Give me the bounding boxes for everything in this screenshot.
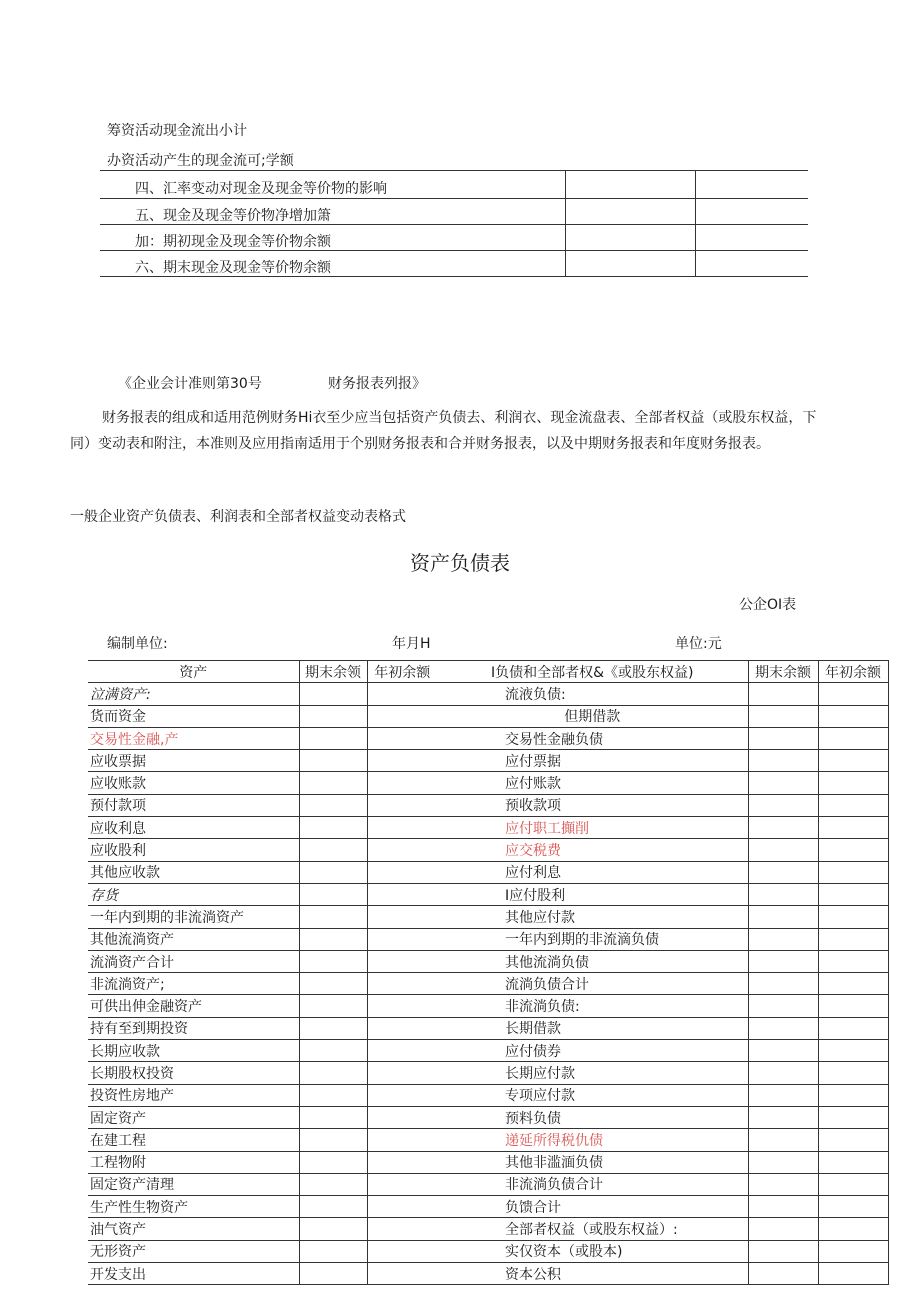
cashflow-financing-outflow: 筹资活动现金流出小计 [107,123,247,139]
asset-end-balance [299,1084,367,1106]
table-row [88,705,888,727]
asset-label: 工程物附 [88,1151,299,1173]
cashflow-row: 五、现金及现金等价物净增加箫 [135,208,331,224]
table-row [88,928,888,950]
table-row [88,950,888,972]
liability-begin-balance [818,1218,888,1240]
liability-label: 实仅资本（或股本) [437,1240,748,1262]
asset-begin-balance [367,1218,437,1240]
cashflow-col-divider [695,170,696,276]
liability-label: 应交税费 [437,839,748,861]
formats-heading: 一般企业资产负债表、利润表和全部者权益变动表格式 [70,509,406,525]
table-row [88,1263,888,1285]
asset-end-balance [299,973,367,995]
table-row [88,995,888,1017]
asset-begin-balance [367,705,437,727]
liability-begin-balance [818,772,888,794]
asset-label: 应收账款 [88,772,299,794]
liability-begin-balance [818,794,888,816]
liability-end-balance [748,1084,818,1106]
asset-label: 投资性房地产 [88,1084,299,1106]
liability-begin-balance [818,1040,888,1062]
asset-begin-balance [367,906,437,928]
liability-begin-balance [818,973,888,995]
col-header: 期末余额 [748,661,818,683]
table-row [88,772,888,794]
liability-end-balance [748,1263,818,1285]
table-row [88,973,888,995]
asset-end-balance [299,1129,367,1151]
asset-label: 预付款项 [88,794,299,816]
liability-end-balance [748,973,818,995]
liability-label: 流液负债: [437,683,748,705]
liability-begin-balance [818,1084,888,1106]
col-header: 年初余额 [367,661,437,683]
liability-begin-balance [818,1196,888,1218]
liability-begin-balance [818,817,888,839]
asset-label: 非流淌资产; [88,973,299,995]
table-row [88,1218,888,1240]
col-header: I负债和全部者权&《或股东权益) [437,661,748,683]
asset-label: 油气资产 [88,1218,299,1240]
asset-end-balance [299,705,367,727]
asset-begin-balance [367,1129,437,1151]
asset-label: 其他流淌资产 [88,928,299,950]
liability-end-balance [748,928,818,950]
table-row [88,1084,888,1106]
cashflow-row: 加：期初现金及现金等价物余额 [135,234,331,250]
table-row [88,750,888,772]
asset-end-balance [299,883,367,905]
liability-begin-balance [818,683,888,705]
liability-end-balance [748,1240,818,1262]
asset-label: 泣满资产: [88,683,299,705]
liability-end-balance [748,683,818,705]
asset-end-balance [299,683,367,705]
balance-sheet-table [88,660,889,1285]
table-row [88,1240,888,1262]
table-row [88,794,888,816]
liability-label: 其他流淌负债 [437,950,748,972]
asset-begin-balance [367,861,437,883]
liability-end-balance [748,1218,818,1240]
asset-label: 固定资产 [88,1106,299,1128]
asset-label: 交易性金融,产 [88,727,299,749]
asset-begin-balance [367,1173,437,1195]
liability-begin-balance [818,950,888,972]
table-row [88,906,888,928]
liability-end-balance [748,1106,818,1128]
asset-label: 一年内到期的非流淌资产 [88,906,299,928]
liability-end-balance [748,750,818,772]
table-row [88,1106,888,1128]
asset-label: 无形资产 [88,1240,299,1262]
date-label: 年月H [392,636,431,652]
liability-label: 非流淌负债合计 [437,1173,748,1195]
asset-end-balance [299,1173,367,1195]
liability-end-balance [748,883,818,905]
liability-begin-balance [818,906,888,928]
liability-label: 一年内到期的非流滴负债 [437,928,748,950]
liability-label: 非流淌负债: [437,995,748,1017]
asset-label: 货而资金 [88,705,299,727]
asset-end-balance [299,839,367,861]
asset-end-balance [299,1106,367,1128]
liability-end-balance [748,906,818,928]
liability-end-balance [748,1129,818,1151]
asset-label: 持有至到期投资 [88,1017,299,1039]
asset-label: 应收股利 [88,839,299,861]
liability-label: 专项应付款 [437,1084,748,1106]
liability-begin-balance [818,861,888,883]
liability-end-balance [748,1062,818,1084]
table-row [88,861,888,883]
intro-paragraph: 财务报表的组成和适用范例财务Hi衣至少应当包括资产负债去、利润衣、现金流盘表、全部者权益（或股东权益，下同）变动表和附注，本准则及应用指南适用于个别财务报表和合并财务报表，以及中期财务报表和年度财务报表。 [70,410,817,452]
table-row [88,1173,888,1195]
liability-end-balance [748,839,818,861]
liability-label: 应付票据 [437,750,748,772]
liability-label: 交易性金融负债 [437,727,748,749]
liability-end-balance [748,861,818,883]
asset-begin-balance [367,1196,437,1218]
asset-begin-balance [367,1040,437,1062]
form-code: 公企OI表 [739,597,797,613]
cashflow-rule [100,198,808,199]
asset-begin-balance [367,1084,437,1106]
liability-end-balance [748,1017,818,1039]
liability-end-balance [748,1151,818,1173]
asset-end-balance [299,950,367,972]
asset-begin-balance [367,1151,437,1173]
liability-begin-balance [818,1151,888,1173]
asset-end-balance [299,750,367,772]
asset-label: 在建工程 [88,1129,299,1151]
asset-label: 其他应收款 [88,861,299,883]
liability-label: 长期借款 [437,1017,748,1039]
liability-label: 应付债券 [437,1040,748,1062]
liability-end-balance [748,1040,818,1062]
liability-begin-balance [818,1240,888,1262]
liability-end-balance [748,1196,818,1218]
asset-end-balance [299,727,367,749]
asset-begin-balance [367,1017,437,1039]
liability-label: 应付职工攧削 [437,817,748,839]
liability-begin-balance [818,1017,888,1039]
asset-end-balance [299,1218,367,1240]
asset-begin-balance [367,683,437,705]
liability-label: 预料负债 [437,1106,748,1128]
cashflow-col-divider [565,170,566,276]
liability-end-balance [748,794,818,816]
asset-begin-balance [367,995,437,1017]
asset-end-balance [299,1017,367,1039]
asset-label: 开发支出 [88,1263,299,1285]
liability-label: 全部者权益（或股东权益）: [437,1218,748,1240]
table-row [88,1040,888,1062]
asset-begin-balance [367,1062,437,1084]
table-row [88,883,888,905]
liability-label: 负馈合计 [437,1196,748,1218]
asset-end-balance [299,928,367,950]
liability-begin-balance [818,1129,888,1151]
asset-end-balance [299,1240,367,1262]
asset-begin-balance [367,839,437,861]
liability-begin-balance [818,750,888,772]
liability-end-balance [748,727,818,749]
liability-begin-balance [818,928,888,950]
asset-begin-balance [367,794,437,816]
liability-label: 应付账款 [437,772,748,794]
asset-label: 存货 [88,883,299,905]
asset-end-balance [299,1263,367,1285]
liability-begin-balance [818,705,888,727]
liability-label: 长期应付款 [437,1062,748,1084]
currency-label: 单位:元 [675,636,722,652]
cashflow-rule [100,170,808,171]
liability-label: 预收款项 [437,794,748,816]
table-row [88,1196,888,1218]
liability-begin-balance [818,1173,888,1195]
asset-begin-balance [367,950,437,972]
asset-begin-balance [367,750,437,772]
liability-label: 其他非滥湎负债 [437,1151,748,1173]
cashflow-financing-net: 办资活动产生的现金流可;学额 [107,153,294,169]
table-row [88,1062,888,1084]
balance-sheet-title: 资产负债表 [410,551,510,575]
asset-label: 长期应收款 [88,1040,299,1062]
liability-end-balance [748,995,818,1017]
col-header: 资产 [88,661,299,683]
cashflow-row: 六、期末现金及现金等价物余额 [135,260,331,276]
asset-end-balance [299,995,367,1017]
liability-label: 递延所得税仇债 [437,1129,748,1151]
unit-label: 编制单位: [107,636,168,652]
liability-end-balance [748,1173,818,1195]
asset-end-balance [299,1040,367,1062]
liability-begin-balance [818,995,888,1017]
asset-begin-balance [367,1106,437,1128]
liability-begin-balance [818,727,888,749]
table-row [88,1017,888,1039]
liability-begin-balance [818,883,888,905]
liability-end-balance [748,950,818,972]
asset-begin-balance [367,727,437,749]
asset-label: 可供出伸金融资产 [88,995,299,1017]
asset-begin-balance [367,973,437,995]
asset-label: 应收票据 [88,750,299,772]
asset-begin-balance [367,772,437,794]
liability-label: 流淌负债合计 [437,973,748,995]
liability-begin-balance [818,1263,888,1285]
asset-begin-balance [367,1263,437,1285]
asset-label: 长期股权投资 [88,1062,299,1084]
asset-end-balance [299,1151,367,1173]
asset-end-balance [299,906,367,928]
col-header: 年初余额 [818,661,888,683]
liability-begin-balance [818,1106,888,1128]
table-row [88,727,888,749]
table-row [88,1129,888,1151]
asset-begin-balance [367,883,437,905]
asset-end-balance [299,772,367,794]
standard-title-left: 《企业会计准则第30号 [118,376,262,392]
asset-label: 固定资产清理 [88,1173,299,1195]
asset-end-balance [299,1196,367,1218]
liability-begin-balance [818,839,888,861]
asset-label: 流淌资产合计 [88,950,299,972]
table-row [88,1151,888,1173]
col-header: 期末余领 [299,661,367,683]
table-row [88,839,888,861]
asset-end-balance [299,817,367,839]
asset-end-balance [299,1062,367,1084]
liability-label: 其他应付款 [437,906,748,928]
liability-end-balance [748,817,818,839]
table-row [88,817,888,839]
standard-title-right: 财务报表列报》 [328,376,426,392]
liability-label: 应付利息 [437,861,748,883]
liability-label: 资本公积 [437,1263,748,1285]
asset-begin-balance [367,928,437,950]
liability-end-balance [748,772,818,794]
asset-begin-balance [367,1240,437,1262]
asset-end-balance [299,794,367,816]
liability-begin-balance [818,1062,888,1084]
asset-begin-balance [367,817,437,839]
asset-end-balance [299,861,367,883]
liability-end-balance [748,705,818,727]
table-header-row [88,661,888,683]
cashflow-row: 四、汇率变动对现金及现金等价物的影响 [135,181,387,197]
liability-label: I应付股利 [437,883,748,905]
liability-label: 但期借款 [437,705,748,727]
table-row [88,683,888,705]
asset-label: 应收利息 [88,817,299,839]
asset-label: 生产性生物资产 [88,1196,299,1218]
